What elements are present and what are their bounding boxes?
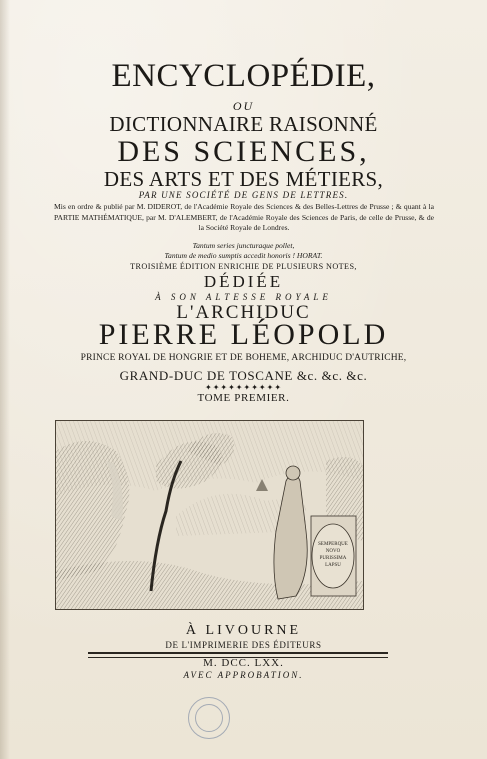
engraving-illustration: [56, 421, 363, 609]
title-sciences: DES SCIENCES,: [117, 135, 370, 168]
library-stamp-icon: [188, 697, 230, 739]
volume-label: TOME PREMIER.: [197, 392, 290, 404]
title-encyclopedie: ENCYCLOPÉDIE,: [111, 58, 376, 94]
dedication-heading: DÉDIÉE: [203, 272, 284, 291]
imprint-printer: DE L'IMPRIMERIE DES ÉDITEURS: [165, 640, 322, 650]
inscription-line-4: LAPSU: [325, 563, 341, 568]
epigraph: [0, 241, 487, 260]
dedication-archiduc: L'ARCHIDUC: [176, 302, 311, 323]
dedication-altesse: À SON ALTESSE ROYALE: [155, 292, 332, 302]
title-ou: OU: [232, 99, 255, 113]
ornament-rule: ✦✦✦✦✦✦✦✦✦✦: [204, 383, 283, 392]
editors-credits: Mis en ordre & publié par M. DIDEROT, de l'Académie Royale des Sciences & des Belles-Lettres de Prusse ; & quant à la PARTIE MATHÉMATIQUE, par M. D'ALEMBERT, de l'Académie Royale des Sciences de Paris, de celle de Prusse, & de la Société Royale de Londres.: [54, 202, 434, 232]
library-stamp-inner-ring: [195, 704, 223, 732]
epigraph-line-2: Tantum de medio sumptis accedit honoris ! HORAT.: [164, 250, 323, 260]
inscription-line-1: SEMPERQUE: [318, 542, 348, 547]
imprint-year: M. DCC. LXX.: [203, 657, 284, 669]
inscription-line-3: PURISSIMA: [319, 556, 347, 561]
dedication-titles: PRINCE ROYAL DE HONGRIE ET DE BOHEME, ARCHIDUC D'AUTRICHE,: [80, 353, 407, 363]
imprint-approbation: AVEC APPROBATION.: [183, 670, 304, 680]
epigraph-line-1: Tantum series juncturaque pollet,: [192, 241, 295, 250]
title-arts-metiers: DES ARTS ET DES MÉTIERS,: [103, 167, 384, 191]
title-dictionnaire: DICTIONNAIRE RAISONNÉ: [109, 112, 378, 136]
imprint-city: À LIVOURNE: [185, 623, 302, 638]
frontispiece-engraving: [55, 420, 364, 610]
engraving-figure-head: [286, 466, 300, 480]
dedication-name: PIERRE LÉOPOLD: [98, 318, 389, 351]
edition-statement: TROISIÈME ÉDITION ENRICHIE DE PLUSIEURS NOTES,: [130, 262, 357, 271]
inscription-line-2: NOVO: [325, 549, 341, 554]
title-societe: PAR UNE SOCIÉTÉ DE GENS DE LETTRES.: [138, 190, 349, 200]
dedication-toscane: GRAND-DUC DE TOSCANE &c. &c. &c.: [119, 368, 368, 383]
